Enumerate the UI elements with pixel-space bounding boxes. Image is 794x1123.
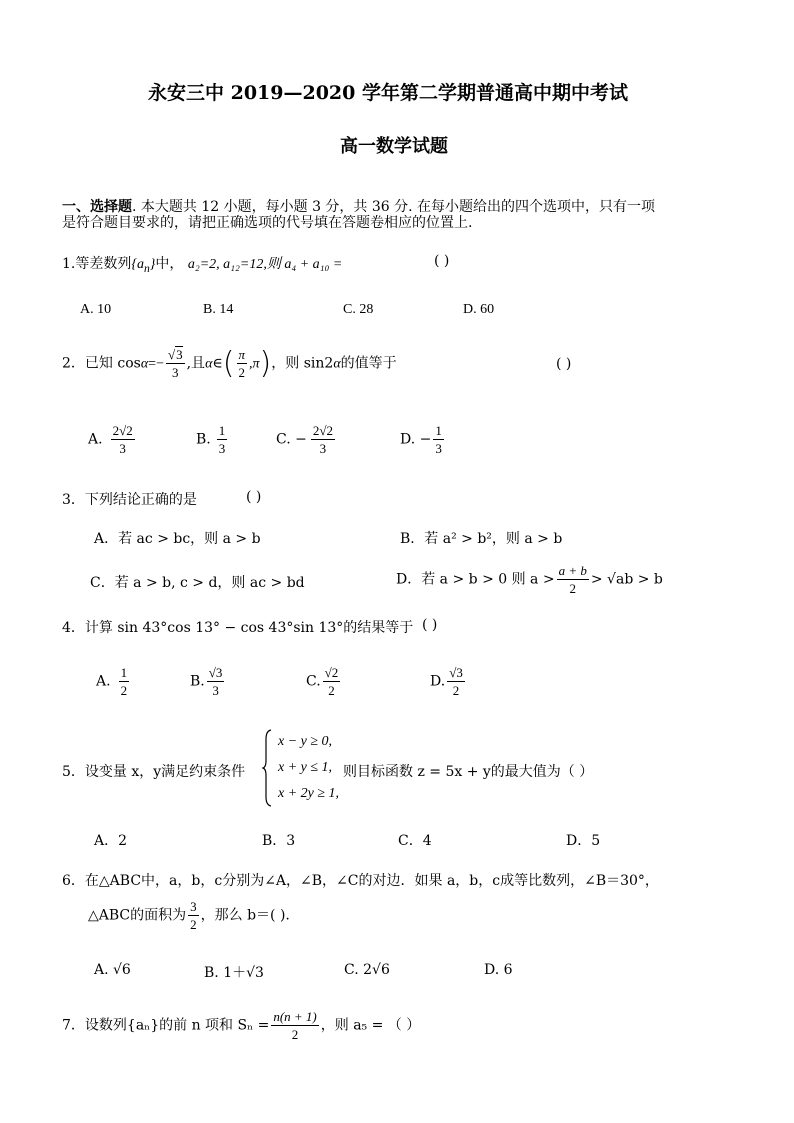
exam-title: 永安三中 2019—2020 学年第二学期普通高中期中考试: [148, 82, 628, 104]
q5-option-a[interactable]: A．2: [94, 833, 128, 849]
constraint-2: x + y ≤ 1,: [278, 760, 333, 775]
q3-option-b[interactable]: B．若 a² > b²，则 a > b: [400, 531, 563, 547]
q3-option-a[interactable]: A．若 ac > bc，则 a > b: [94, 531, 261, 547]
question-6-line1: 6．在△ABC中，a，b，c分别为∠A，∠B，∠C的对边．如果 a，b，c成等比数列，∠B＝30°，: [62, 873, 659, 889]
q1-option-a[interactable]: A. 10: [80, 302, 112, 317]
constraint-brace: [262, 729, 272, 807]
section-intro-line1: 一、选择题. 本大题共 12 小题，每小题 3 分，共 36 分. 在每小题给出的四个选项中，只有一项: [62, 199, 656, 215]
question-3-paren: ( ): [246, 489, 262, 505]
q2-option-c[interactable]: C. − $\frac{2√2}{3}$: [276, 423, 333, 456]
constraint-1: x − y ≥ 0,: [278, 734, 333, 749]
q5-option-b[interactable]: B．3: [262, 833, 296, 849]
question-3-stem: 3．下列结论正确的是: [62, 492, 197, 508]
constraint-3: x + 2y ≥ 1,: [278, 786, 340, 801]
question-4-paren: ( ): [422, 617, 438, 633]
question-1-paren: ( ): [434, 253, 450, 269]
q4-option-b[interactable]: B. $\frac{√3}{3}$: [190, 665, 223, 698]
question-2-stem: 2．已知 cosα=− $\frac{√3}{3}$ ,且α∈( $\frac{\pi}{2}$ ,π)，则 sin2α的值等于: [62, 346, 397, 381]
exam-subtitle: 高一数学试题: [340, 136, 448, 157]
question-4-stem: 4．计算 sin 43°cos 13° − cos 43°sin 13°的结果等于: [62, 620, 414, 636]
question-1-stem: 1.等差数列$\{a_n\}$中， a₂=2, a₁₂=12,则 a₄ + a₁₀ =: [62, 256, 343, 275]
q2-option-a[interactable]: A. $\frac{2√2}{3}$: [88, 423, 133, 456]
q6-option-c[interactable]: C. 2√6: [344, 962, 390, 978]
q3-option-d[interactable]: D．若 a > b > 0 则 a > $\frac{a + b}{2}$ > √ab > b: [396, 563, 663, 596]
section-heading: 一、选择题: [62, 199, 132, 215]
question-5-tail: 则目标函数 z = 5x + y的最大值为（ ）: [343, 764, 594, 780]
q2-option-d[interactable]: D. − $\frac{1}{3}$: [400, 423, 442, 456]
section-intro-line2: 是符合题目要求的，请把正确选项的代号填在答题卷相应的位置上.: [62, 215, 473, 231]
q4-option-a[interactable]: A. $\frac{1}{2}$: [96, 665, 128, 698]
q6-option-d[interactable]: D. 6: [484, 962, 513, 978]
q2-option-b[interactable]: B. $\frac{1}{3}$: [196, 423, 226, 456]
q3-option-c[interactable]: C．若 a > b, c > d，则 ac > bd: [90, 575, 305, 591]
q1-option-b[interactable]: B. 14: [203, 302, 234, 317]
question-2-paren: ( ): [556, 356, 572, 372]
question-6-line2: △ABC的面积为 $\frac{3}{2}$ ，那么 b＝( ).: [88, 899, 290, 932]
q4-option-c[interactable]: C. $\frac{√2}{2}$: [306, 665, 339, 698]
question-7-stem: 7．设数列{aₙ}的前 n 项和 Sₙ = $\frac{n(n + 1)}{2}$ ，则 a₅ = （ ）: [62, 1009, 421, 1042]
q1-option-c[interactable]: C. 28: [343, 302, 374, 317]
q5-option-c[interactable]: C．4: [398, 833, 432, 849]
constraint-system: [278, 729, 339, 807]
q5-option-d[interactable]: D．5: [566, 833, 601, 849]
q6-option-a[interactable]: A. √6: [94, 962, 131, 978]
q6-option-b[interactable]: B. 1＋√3: [204, 965, 264, 981]
q4-option-d[interactable]: D. $\frac{√3}{2}$: [430, 665, 463, 698]
q1-option-d[interactable]: D. 60: [463, 302, 495, 317]
question-5-stem: 5．设变量 x，y满足约束条件: [62, 764, 246, 780]
